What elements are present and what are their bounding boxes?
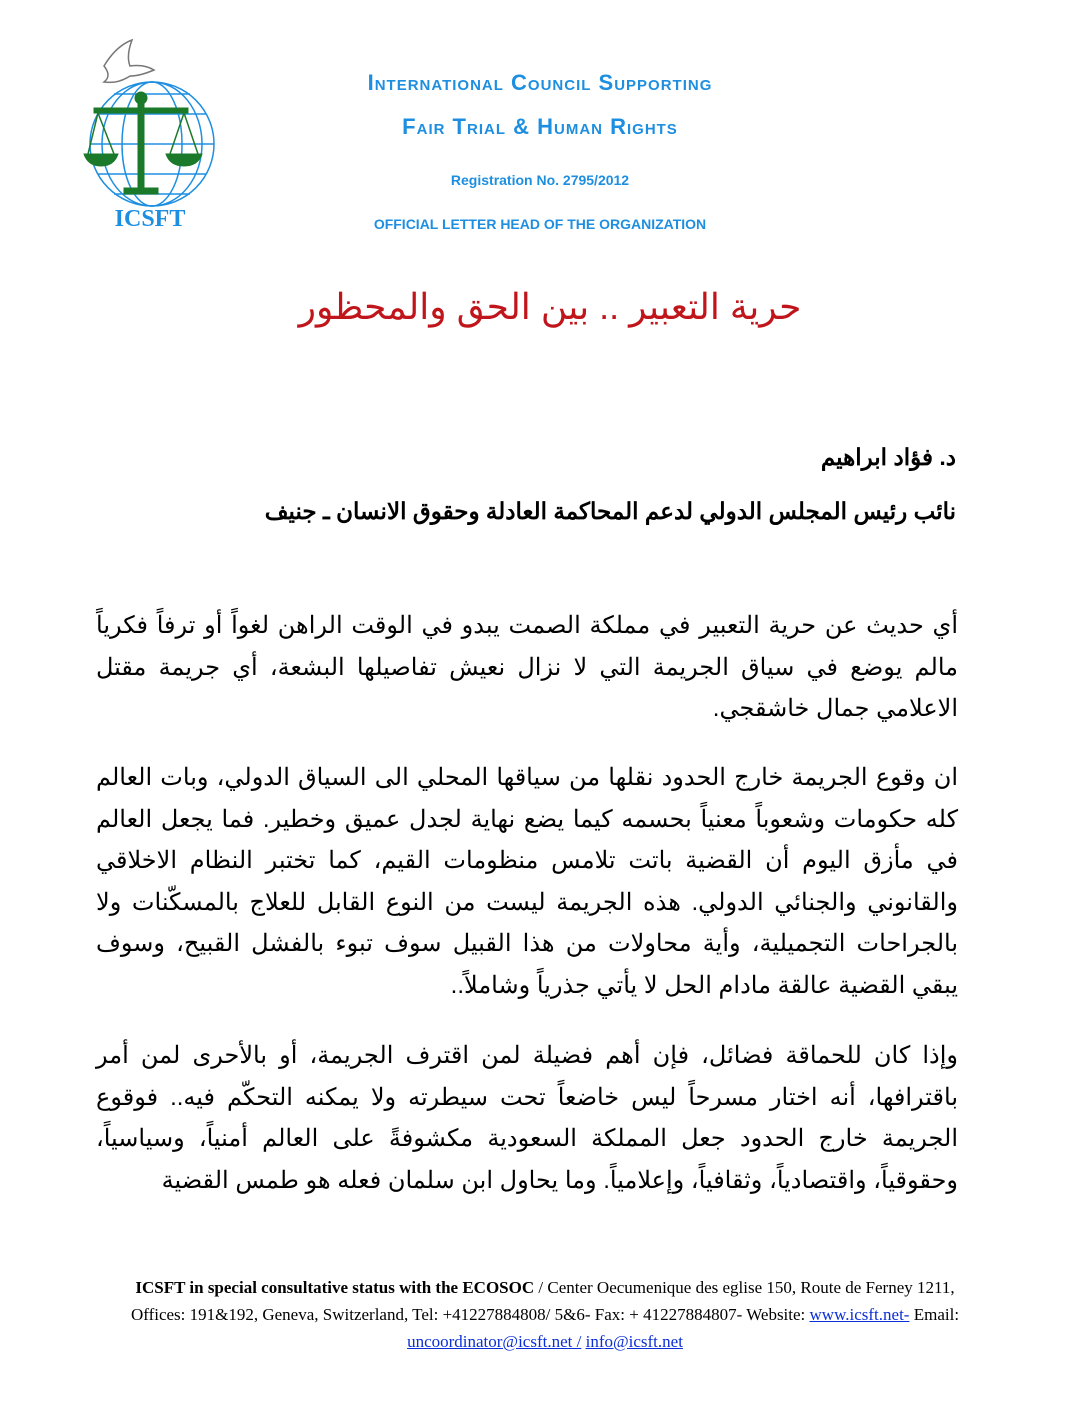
- author-position: نائب رئيس المجلس الدولي لدعم المحاكمة العادلة وحقوق الانسان ـ جنيف: [264, 498, 956, 524]
- footer: [120, 1274, 970, 1355]
- dove-icon: [104, 40, 154, 82]
- email-link-info[interactable]: info@icsft.net: [585, 1332, 683, 1351]
- footer-status: ICSFT in special consultative status with the ECOSOC: [135, 1278, 535, 1297]
- registration-number: Registration No. 2795/2012: [450, 172, 630, 188]
- email-link-coordinator[interactable]: uncoordinator@icsft.net /: [407, 1332, 582, 1351]
- body-paragraph: وإذا كان للحماقة فضائل، فإن أهم فضيلة لمن اقترف الجريمة، أو بالأحرى لمن أمر باقترافها، أنه اختار مسرحاً ليس خاضعاً تحت سيطرته ولا يمكنه التحكّم فيه.. فوقوع الجريمة خارج الحدود جعل المملكة السعودية مكشوفةً على العالم أمنياً، وسياسياً، وحقوقياً، واقتصادياً، وثقافياً، وإعلامياً. وما يحاول ابن سلمان فعله هو طمس القضية: [96, 1042, 959, 1194]
- footer-address: / Center Oecumenique des eglise 150, Route de Ferney 1211, Offices: 191&192, Geneva, Switzerland, Tel: +41227884808/ 5&6- Fax: + 41227884807- Website:: [130, 1278, 955, 1324]
- organization-name-line2: Fair Trial & Human Rights: [402, 114, 678, 139]
- body-paragraph: ان وقوع الجريمة خارج الحدود نقلها من سياقها المحلي الى السياق الدولي، وبات العالم كله حكومات وشعوباً معنياً بحسمه كيما يضع نهاية لجدل عميق وخطير. فما يجعل العالم في مأزق اليوم أن القضية باتت تلامس منظومات القيم، كما تختبر النظام الاخلاقي والقانوني والجنائي الدولي. هذه الجريمة ليست من النوع القابل للعلاج بالمسكّنات ولا بالجراحات التجميلية، وأية محاولات من هذا القبيل سوف تبوء بالفشل القبيح، وسوف يبقي القضية عالقة مادام الحل لا يأتي جذرياً وشاملاً..: [96, 764, 958, 999]
- website-link[interactable]: www.icsft.net-: [809, 1305, 910, 1324]
- body-paragraph: أي حديث عن حرية التعبير في مملكة الصمت يبدو في الوقت الراهن لغواً أو ترفاً فكرياً مالم يوضع في سياق الجريمة التي لا نزال نعيش تفاصيلها البشعة، أي جريمة مقتل الاعلامي جمال خاشقجي.: [96, 612, 958, 722]
- document-title: حرية التعبير .. بين الحق والمحظور: [298, 286, 802, 327]
- organization-logo: [74, 36, 224, 236]
- footer-email-label: Email:: [909, 1305, 960, 1324]
- official-letterhead-label: OFFICIAL LETTER HEAD OF THE ORGANIZATION: [373, 216, 707, 232]
- organization-name-line1: International Council Supporting: [367, 70, 713, 95]
- globe-icon: [90, 82, 214, 206]
- author-name: د. فؤاد ابراهيم: [820, 444, 956, 470]
- logo-text: ICSFT: [114, 206, 186, 232]
